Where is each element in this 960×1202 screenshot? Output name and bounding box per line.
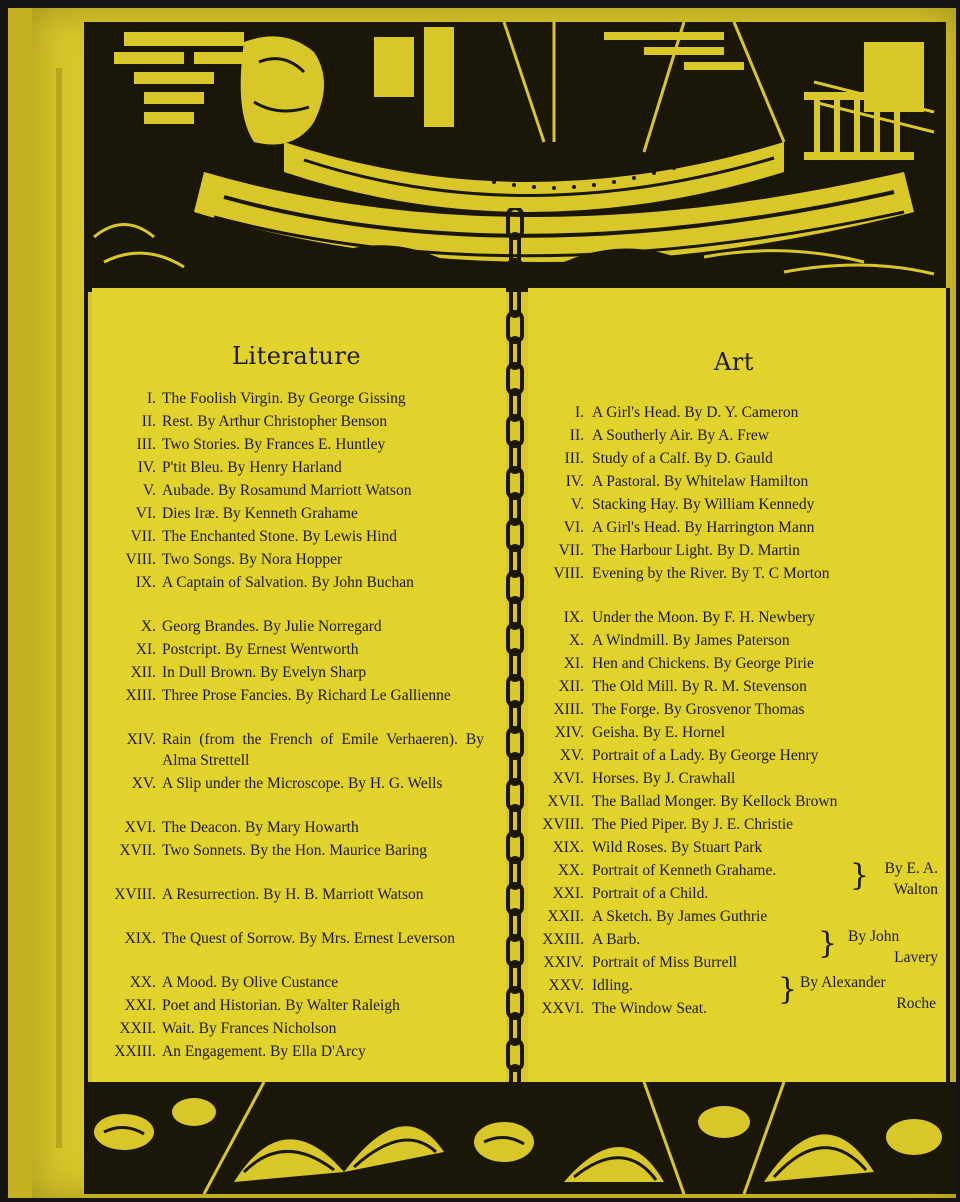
entry-numeral: XXII. xyxy=(119,1020,156,1037)
entry-title: Georg Brandes. By Julie Norregard xyxy=(162,618,382,635)
attribution-walton: By E. A. Walton xyxy=(884,860,938,898)
entry-title: Dies Iræ. By Kenneth Grahame xyxy=(162,505,358,522)
literature-heading: Literature xyxy=(232,342,362,370)
entry-title: The Enchanted Stone. By Lewis Hind xyxy=(162,528,398,545)
entry-title: The Deacon. By Mary Howarth xyxy=(162,819,359,836)
entry-numeral: IX. xyxy=(135,574,156,591)
entry-numeral: XIII. xyxy=(125,687,156,704)
entry-numeral: XIX. xyxy=(552,839,584,856)
entry-title: Portrait of a Child. xyxy=(592,885,709,902)
entry-title: P'tit Bleu. By Henry Harland xyxy=(162,459,342,476)
entry-title: Portrait of Kenneth Grahame. xyxy=(592,862,777,879)
entry-title: The Harbour Light. By D. Martin xyxy=(592,542,800,559)
entry-title: A Windmill. By James Paterson xyxy=(592,632,790,649)
entry-title: Geisha. By E. Hornel xyxy=(592,724,726,741)
entry-numeral: XIV. xyxy=(554,724,584,741)
entry-title: Wait. By Frances Nicholson xyxy=(162,1020,337,1037)
attribution-lavery: By John Lavery xyxy=(848,928,938,966)
entry-numeral: VII. xyxy=(130,528,156,545)
entry-title: Rain (from the French of Emile Verhaeren). By Alma Strettell xyxy=(162,731,484,769)
entry-numeral: X. xyxy=(140,618,156,635)
entry-title: The Foolish Virgin. By George Gissing xyxy=(162,390,406,407)
entry-title: A Slip under the Microscope. By H. G. Wells xyxy=(162,775,443,792)
entry-title: Portrait of Miss Burrell xyxy=(592,954,738,971)
entry-title: The Quest of Sorrow. By Mrs. Ernest Leverson xyxy=(162,930,456,947)
entry-numeral: IV. xyxy=(565,473,584,490)
entry-title: Postcript. By Ernest Wentworth xyxy=(162,641,359,658)
art-heading: Art xyxy=(714,348,754,376)
book-back-cover xyxy=(8,8,956,1198)
brace-lavery: } xyxy=(818,926,838,961)
entry-title: Poet and Historian. By Walter Raleigh xyxy=(162,997,400,1014)
entry-numeral: XXI. xyxy=(124,997,156,1014)
entry-numeral: II. xyxy=(569,427,584,444)
entry-numeral: V. xyxy=(142,482,156,499)
entry-title: Evening by the River. By T. C Morton xyxy=(592,565,830,582)
entry-numeral: XVIII. xyxy=(114,886,156,903)
entry-numeral: XVIII. xyxy=(542,816,584,833)
entry-title: Wild Roses. By Stuart Park xyxy=(592,839,763,856)
entry-title: Three Prose Fancies. By Richard Le Gallienne xyxy=(162,687,451,704)
entry-numeral: XXI. xyxy=(552,885,584,902)
entry-numeral: I. xyxy=(574,404,584,421)
entry-numeral: V. xyxy=(570,496,584,513)
brace-walton: } xyxy=(850,858,870,893)
entry-numeral: VII. xyxy=(558,542,584,559)
entry-title: Aubade. By Rosamund Marriott Watson xyxy=(162,482,412,499)
entry-numeral: X. xyxy=(568,632,584,649)
entry-numeral: VI. xyxy=(135,505,156,522)
spine-edge xyxy=(56,68,62,1148)
literature-column xyxy=(92,288,506,1084)
foliage-woodcut-illustration xyxy=(84,1082,956,1194)
entry-numeral: XIII. xyxy=(553,701,584,718)
entry-numeral: XXIII. xyxy=(542,931,584,948)
entry-title: A Southerly Air. By A. Frew xyxy=(592,427,769,444)
entry-title: An Engagement. By Ella D'Arcy xyxy=(162,1043,366,1060)
chain-divider xyxy=(500,208,530,1158)
entry-numeral: XIX. xyxy=(124,930,156,947)
entry-title: Under the Moon. By F. H. Newbery xyxy=(592,609,816,626)
entry-title: Portrait of a Lady. By George Henry xyxy=(592,747,819,764)
entry-title: In Dull Brown. By Evelyn Sharp xyxy=(162,664,367,681)
entry-title: Study of a Calf. By D. Gauld xyxy=(592,450,773,467)
entry-numeral: II. xyxy=(141,413,156,430)
entry-title: A Barb. xyxy=(592,931,641,948)
entry-title: A Girl's Head. By D. Y. Cameron xyxy=(592,404,799,421)
entry-title: Horses. By J. Crawhall xyxy=(592,770,736,787)
entry-title: A Mood. By Olive Custance xyxy=(162,974,339,991)
entry-title: A Sketch. By James Guthrie xyxy=(592,908,768,925)
entry-numeral: VIII. xyxy=(553,565,584,582)
entry-title: A Captain of Salvation. By John Buchan xyxy=(162,574,414,591)
entry-numeral: XVI. xyxy=(552,770,584,787)
entry-numeral: VIII. xyxy=(125,551,156,568)
entry-numeral: XVI. xyxy=(124,819,156,836)
entry-title: A Resurrection. By H. B. Marriott Watson xyxy=(162,886,424,903)
entry-title: Two Stories. By Frances E. Huntley xyxy=(162,436,386,453)
entry-numeral: XVII. xyxy=(119,842,156,859)
entry-numeral: XII. xyxy=(558,678,584,695)
entry-numeral: XXV. xyxy=(548,977,584,994)
entry-numeral: XXVI. xyxy=(541,1000,584,1017)
entry-numeral: XV. xyxy=(131,775,156,792)
attribution-roche: By Alexander Roche xyxy=(800,974,936,1012)
entry-numeral: IV. xyxy=(137,459,156,476)
entry-numeral: XX. xyxy=(129,974,156,991)
entry-numeral: IX. xyxy=(563,609,584,626)
brace-roche: } xyxy=(778,972,798,1007)
entry-title: Hen and Chickens. By George Pirie xyxy=(592,655,814,672)
entry-numeral: XVII. xyxy=(547,793,584,810)
entry-title: A Pastoral. By Whitelaw Hamilton xyxy=(592,473,809,490)
entry-title: A Girl's Head. By Harrington Mann xyxy=(592,519,815,536)
entry-title: Rest. By Arthur Christopher Benson xyxy=(162,413,388,430)
entry-title: Two Songs. By Nora Hopper xyxy=(162,551,343,568)
entry-title: The Window Seat. xyxy=(592,1000,707,1017)
entry-title: The Old Mill. By R. M. Stevenson xyxy=(592,678,807,695)
entry-numeral: XXIV. xyxy=(543,954,584,971)
entry-numeral: XV. xyxy=(559,747,584,764)
entry-numeral: III. xyxy=(136,436,156,453)
entry-title: Stacking Hay. By William Kennedy xyxy=(592,496,815,513)
entry-numeral: XX. xyxy=(557,862,584,879)
entry-title: Two Sonnets. By the Hon. Maurice Baring xyxy=(162,842,427,859)
entry-numeral: XI. xyxy=(135,641,156,658)
entry-numeral: XIV. xyxy=(126,731,156,748)
entry-numeral: I. xyxy=(146,390,156,407)
entry-title: The Forge. By Grosvenor Thomas xyxy=(592,701,805,718)
entry-title: The Pied Piper. By J. E. Christie xyxy=(592,816,794,833)
entry-numeral: XII. xyxy=(130,664,156,681)
entry-numeral: III. xyxy=(564,450,584,467)
entry-title: The Ballad Monger. By Kellock Brown xyxy=(592,793,838,810)
art-column xyxy=(528,288,946,1084)
entry-numeral: XI. xyxy=(563,655,584,672)
entry-title: Idling. xyxy=(592,977,633,994)
entry-numeral: XXII. xyxy=(547,908,584,925)
entry-numeral: VI. xyxy=(563,519,584,536)
entry-numeral: XXIII. xyxy=(114,1043,156,1060)
